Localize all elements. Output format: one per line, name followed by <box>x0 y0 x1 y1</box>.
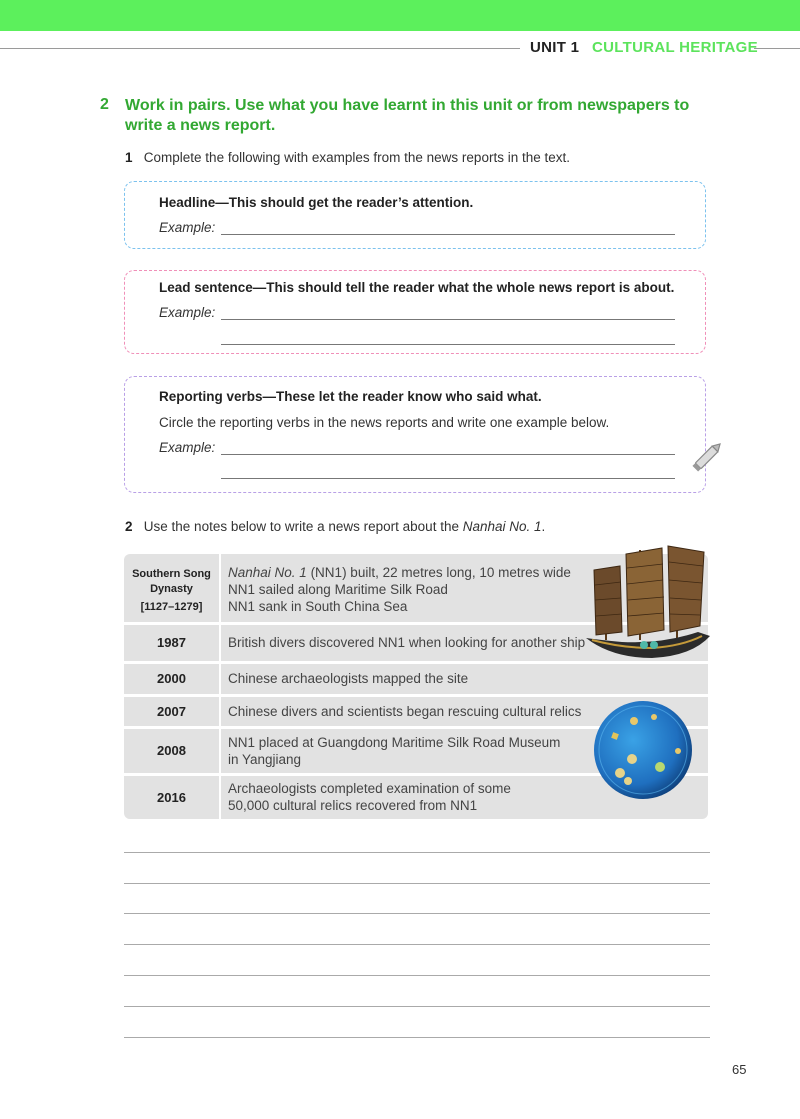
unit-topic: CULTURAL HERITAGE <box>592 39 758 56</box>
reporting-verbs-answer-line-2[interactable] <box>221 478 675 479</box>
note-line: Archaeologists completed examination of some <box>228 781 511 796</box>
page-number: 65 <box>732 1062 747 1077</box>
reporting-verbs-description: Circle the reporting verbs in the news reports and write one example below. <box>159 415 610 430</box>
task-number: 2 <box>100 96 109 113</box>
notes-row-text-1987: British divers discovered NN1 when looking for another ship <box>228 635 586 650</box>
part2-instruction-row <box>125 519 545 534</box>
writing-line-6[interactable] <box>124 1006 710 1007</box>
lead-sentence-title: Lead sentence—This should tell the reader what the whole news report is about. <box>159 280 675 295</box>
lead-sentence-answer-line-1[interactable] <box>221 319 675 320</box>
dynasty-label-line: Dynasty <box>150 583 193 595</box>
writing-line-4[interactable] <box>124 944 710 945</box>
notes-column-divider <box>219 554 221 819</box>
headline-box <box>124 181 706 249</box>
headline-example-label: Example: <box>159 220 216 235</box>
writing-line-3[interactable] <box>124 913 710 914</box>
header-rule-right <box>754 48 800 49</box>
notes-row-year-2016: 2016 <box>157 790 186 805</box>
header-rule-left <box>0 48 520 49</box>
note-line: (NN1) built, 22 metres long, 10 metres wide <box>306 565 571 580</box>
top-color-bar <box>0 0 800 31</box>
reporting-verbs-answer-line-1[interactable] <box>221 454 675 455</box>
porcelain-bowl-illustration <box>592 699 694 801</box>
notes-row-text-2016 <box>228 780 511 814</box>
notes-row-year-2007: 2007 <box>157 704 186 719</box>
part1-instruction-row <box>125 150 570 165</box>
part2-instruction: Use the notes below to write a news report about the <box>143 519 463 534</box>
part2-instruction-end: . <box>541 519 546 534</box>
ship-name: Nanhai No. 1 <box>228 565 307 580</box>
lead-sentence-box <box>124 270 706 354</box>
dynasty-label-years: [1127–1279] <box>140 601 203 613</box>
reporting-verbs-box <box>124 376 706 493</box>
note-line: NN1 sank in South China Sea <box>228 599 408 614</box>
task-instruction: Work in pairs. Use what you have learnt in this unit or from newspapers to write a news report. <box>125 97 690 134</box>
notes-row-year-2008: 2008 <box>157 743 186 758</box>
note-line: NN1 placed at Guangdong Maritime Silk Road Museum <box>228 735 561 750</box>
lead-sentence-answer-line-2[interactable] <box>221 344 675 345</box>
writing-line-5[interactable] <box>124 975 710 976</box>
pencil-icon <box>688 436 728 476</box>
note-line: 50,000 cultural relics recovered from NN1 <box>228 798 478 813</box>
part2-number: 2 <box>125 519 133 534</box>
unit-label: UNIT 1 <box>530 39 580 56</box>
writing-line-2[interactable] <box>124 883 710 884</box>
note-line: in Yangjiang <box>228 752 302 767</box>
note-line: NN1 sailed along Maritime Silk Road <box>228 582 448 597</box>
reporting-verbs-example-label: Example: <box>159 440 216 455</box>
notes-row-text-dynasty <box>228 564 571 615</box>
headline-title: Headline—This should get the reader’s attention. <box>159 195 474 210</box>
notes-row-year-2000: 2000 <box>157 671 186 686</box>
notes-row-text-2000: Chinese archaeologists mapped the site <box>228 671 469 686</box>
notes-row-label-dynasty <box>124 567 219 615</box>
notes-row-text-2008 <box>228 734 560 768</box>
writing-line-1[interactable] <box>124 852 710 853</box>
dynasty-label-line: Southern Song <box>132 568 211 580</box>
part2-ship-name: Nanhai No. 1 <box>462 519 542 534</box>
headline-answer-line[interactable] <box>221 234 675 235</box>
writing-line-7[interactable] <box>124 1037 710 1038</box>
notes-row-text-2007: Chinese divers and scientists began rescuing cultural relics <box>228 704 582 719</box>
notes-row-year-1987: 1987 <box>157 635 186 650</box>
ancient-ship-illustration <box>582 540 712 665</box>
reporting-verbs-title: Reporting verbs—These let the reader know who said what. <box>159 389 542 404</box>
row-divider <box>124 694 708 697</box>
lead-sentence-example-label: Example: <box>159 305 216 320</box>
part1-instruction: Complete the following with examples from the news reports in the text. <box>143 150 570 165</box>
part1-number: 1 <box>125 150 133 165</box>
